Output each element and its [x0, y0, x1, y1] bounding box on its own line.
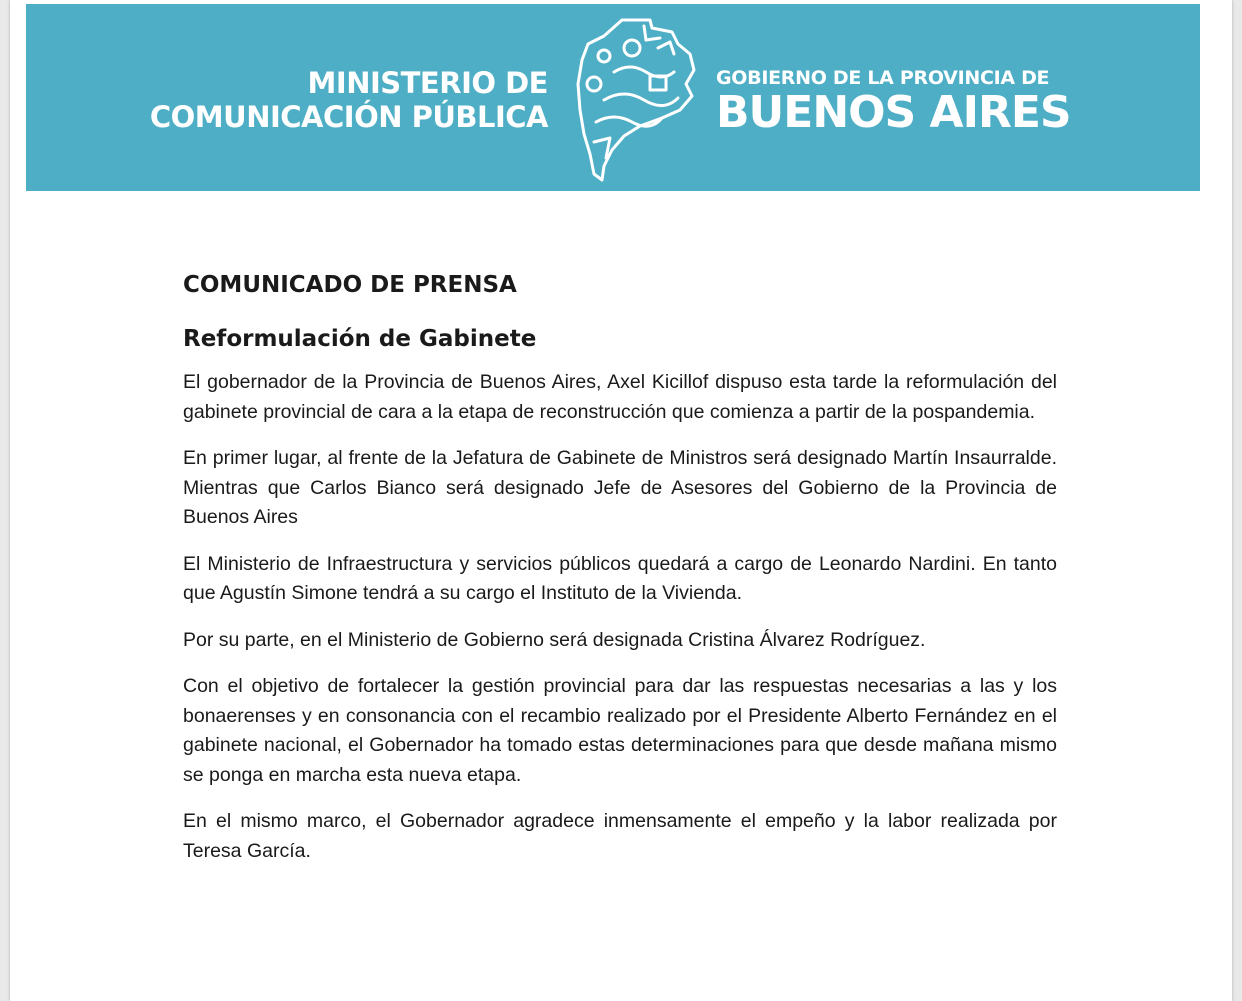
- ministry-line-1: MINISTERIO DE: [307, 66, 548, 100]
- paragraph: En el mismo marco, el Gobernador agradece inmensamente el empeño y la labor realizada por Teresa García.: [183, 810, 1057, 862]
- paragraph: El Ministerio de Infraestructura y servicios públicos quedará a cargo de Leonardo Nardini. En tanto que Agustín Simone tendrá a su cargo el Instituto de la Vivienda.: [183, 552, 1057, 604]
- document-type: COMUNICADO DE PRENSA: [183, 272, 517, 298]
- gov-line-2: BUENOS AIRES: [716, 87, 1071, 138]
- government-name: [716, 66, 1071, 136]
- document-body: [183, 268, 1057, 883]
- paragraph: Por su parte, en el Ministerio de Gobierno será designada Cristina Álvarez Rodríguez.: [183, 628, 926, 651]
- document-page: [10, 0, 1232, 1001]
- gov-line-1: GOBIERNO DE LA PROVINCIA DE: [716, 67, 1050, 89]
- ministry-line-2: COMUNICACIÓN PÚBLICA: [149, 100, 548, 134]
- buenos-aires-province-map-icon: [574, 14, 704, 186]
- paragraph: El gobernador de la Provincia de Buenos Aires, Axel Kicillof dispuso esta tarde la reformulación del gabinete provincial de cara a la etapa de reconstrucción que comienza a partir de la pospandemia.: [183, 371, 1057, 423]
- paragraph: En primer lugar, al frente de la Jefatura de Gabinete de Ministros será designado Martín Insaurralde. Mientras que Carlos Bianco será designado Jefe de Asesores del Gobierno de la Provincia de Buenos Aires: [183, 447, 1057, 528]
- ministry-name: [150, 66, 548, 134]
- document-title: Reformulación de Gabinete: [183, 326, 537, 352]
- paragraph: Con el objetivo de fortalecer la gestión provincial para dar las respuestas necesarias a las y los bonaerenses y en consonancia con el recambio realizado por el Presidente Alberto Fernández en el gabinete nacional, el Gobernador ha tomado estas determinaciones para que desde mañana mismo se ponga en marcha esta nueva etapa.: [183, 675, 1057, 786]
- header-banner: [26, 4, 1200, 191]
